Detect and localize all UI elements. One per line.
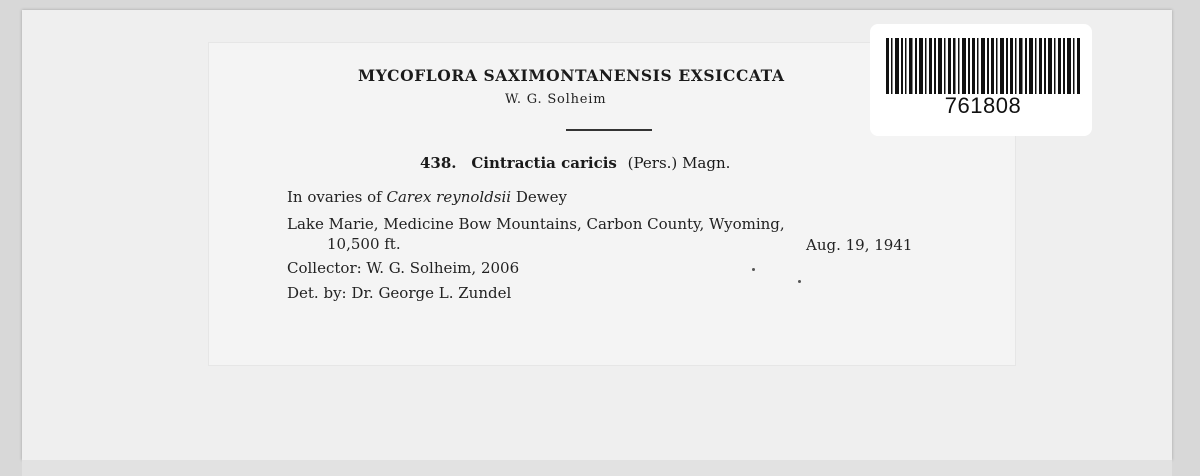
host-authority: Dewey <box>515 188 567 206</box>
barcode-icon <box>886 38 1080 94</box>
collection-author: W. G. Solheim <box>505 92 607 107</box>
determiner-line: Det. by: Dr. George L. Zundel <box>287 284 512 302</box>
barcode-number: 761808 <box>944 93 1022 118</box>
specimen-number: 438. <box>420 154 457 172</box>
collector-line: Collector: W. G. Solheim, 2006 <box>287 259 520 277</box>
sheet-edge <box>22 460 1172 476</box>
locality-line-2: 10,500 ft. <box>327 235 401 253</box>
paper-speck <box>752 268 755 271</box>
host-prefix: In ovaries of <box>287 188 382 206</box>
species-authority-paren: (Pers.) <box>627 154 678 172</box>
collection-date: Aug. 19, 1941 <box>806 236 913 254</box>
divider-rule <box>566 129 652 131</box>
locality-line-1: Lake Marie, Medicine Bow Mountains, Carbon County, Wyoming, <box>287 215 785 233</box>
collection-title: MYCOFLORA SAXIMONTANENSIS EXSICCATA <box>358 66 785 85</box>
paper-speck <box>798 280 801 283</box>
species-line <box>420 154 900 172</box>
host-name: Carex reynoldsii <box>386 188 512 206</box>
host-line <box>287 188 567 206</box>
species-name: Cintractia caricis <box>471 154 617 172</box>
species-authority: Magn. <box>682 154 731 172</box>
